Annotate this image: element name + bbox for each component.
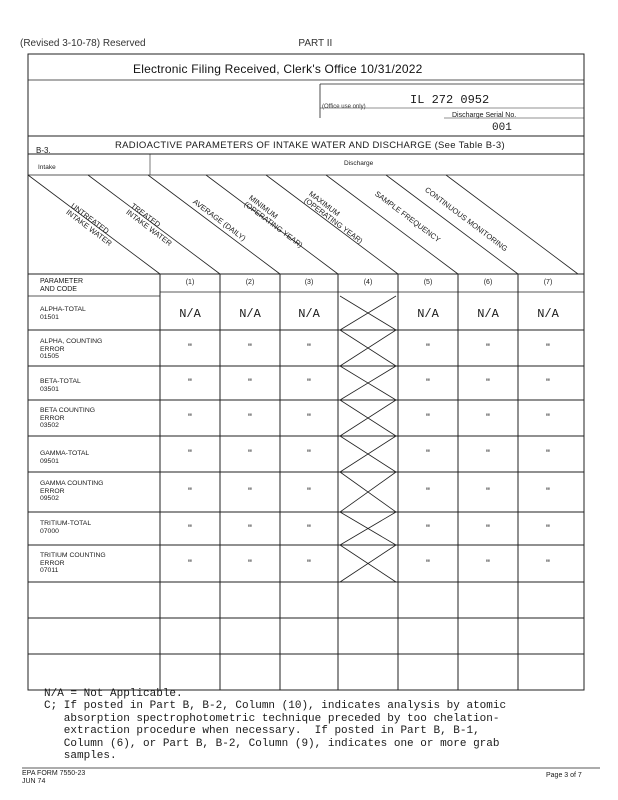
- column-header-continuous-monitoring: CONTINUOUS MONITORING: [423, 185, 510, 254]
- form-revision-text: (Revised 3-10-78) Reserved: [20, 38, 146, 49]
- table-cell: ": [248, 523, 252, 535]
- permit-number: IL 272 0952: [410, 93, 490, 107]
- parameter-label: BETA COUNTING ERROR 03502: [40, 407, 96, 429]
- column-number: (6): [483, 279, 493, 286]
- form-id: EPA FORM 7550-23 JUN 74: [22, 770, 86, 785]
- table-cell: ": [188, 412, 192, 424]
- column-number: (2): [245, 279, 255, 286]
- table-cell: ": [307, 558, 311, 570]
- table-cell: ": [426, 558, 430, 570]
- table-cell: ": [248, 448, 252, 460]
- table-cell: ": [546, 412, 550, 424]
- table-cell: N/A: [298, 307, 320, 321]
- column-number: (5): [423, 279, 433, 286]
- footnotes: [44, 688, 506, 762]
- table-cell: ": [248, 558, 252, 570]
- footnote-line: absorption spectrophotometric technique preceded by too chelation-: [44, 712, 500, 725]
- column-header-untreated-intake: UNTREATED INTAKE WATER: [64, 201, 114, 248]
- table-cell: ": [546, 377, 550, 389]
- table-cell: ": [486, 342, 490, 354]
- parameter-label: GAMMA-TOTAL 09501: [40, 450, 90, 465]
- table-cell: ": [248, 342, 252, 354]
- table-cell: ": [546, 558, 550, 570]
- parameter-label: ALPHA, COUNTING ERROR 01505: [40, 338, 103, 360]
- table-cell: ": [426, 448, 430, 460]
- section-title: RADIOACTIVE PARAMETERS OF INTAKE WATER AND DISCHARGE (See Table B-3): [115, 140, 505, 151]
- form-revision-title: [20, 38, 332, 49]
- parameter-column-header: PARAMETER AND CODE: [40, 278, 84, 293]
- table-cell: N/A: [537, 307, 559, 321]
- table-cell: ": [426, 342, 430, 354]
- table-cell: ": [248, 377, 252, 389]
- electronic-filing-stamp: Electronic Filing Received, Clerk's Office 10/31/2022: [133, 62, 423, 76]
- table-cell: ": [546, 342, 550, 354]
- parameter-label: TRITIUM COUNTING ERROR 07011: [40, 552, 106, 574]
- parameter-label: TRITIUM-TOTAL 07000: [40, 520, 92, 535]
- intake-label: Intake: [38, 164, 56, 171]
- column-header-minimum: MINIMUM (OPERATING YEAR): [242, 193, 305, 250]
- table-cell: ": [307, 412, 311, 424]
- column-number: (4): [363, 279, 373, 286]
- column-number: (1): [185, 279, 195, 286]
- office-use-label: (Office use only): [322, 104, 366, 110]
- footnote-line: C; If posted in Part B, B-2, Column (10), indicates analysis by atomic: [44, 700, 507, 713]
- column-number: (7): [543, 279, 553, 286]
- table-cell: N/A: [239, 307, 261, 321]
- column-header-maximum: MAXIMUM (OPERATING YEAR): [302, 189, 365, 246]
- table-cell: ": [486, 412, 490, 424]
- table-cell: ": [546, 448, 550, 460]
- column-header-sample-frequency: SAMPLE FREQUENCY: [373, 189, 443, 245]
- footnote-line: N/A = Not Applicable.: [44, 688, 183, 700]
- table-cell: N/A: [417, 307, 439, 321]
- parameter-label: BETA-TOTAL 03501: [40, 378, 81, 393]
- table-cell: ": [188, 448, 192, 460]
- table-cell: ": [188, 342, 192, 354]
- table-cell: N/A: [477, 307, 499, 321]
- table-cell: ": [307, 377, 311, 389]
- table-cell: ": [307, 448, 311, 460]
- table-cell: ": [248, 412, 252, 424]
- table-cell: ": [426, 412, 430, 424]
- discharge-serial-label: Discharge Serial No.: [452, 112, 517, 119]
- table-cell: ": [546, 523, 550, 535]
- column-header-treated-intake: TREATED INTAKE WATER: [124, 201, 174, 248]
- table-cell: ": [188, 486, 192, 498]
- table-cell: ": [486, 377, 490, 389]
- table-cell: ": [486, 523, 490, 535]
- column-number: (3): [304, 279, 314, 286]
- table-cell: ": [307, 523, 311, 535]
- discharge-label: Discharge: [344, 160, 374, 167]
- footnote-line: samples.: [44, 750, 117, 763]
- column-header-average: AVERAGE (DAILY): [191, 197, 248, 243]
- table-cell: ": [426, 523, 430, 535]
- table-cell: ": [486, 558, 490, 570]
- table-cell: ": [248, 486, 252, 498]
- part-label: PART II: [298, 38, 333, 49]
- table-cell: ": [546, 486, 550, 498]
- discharge-serial-number: 001: [492, 122, 512, 134]
- table-cell: ": [188, 558, 192, 570]
- parameter-label: GAMMA COUNTING ERROR 09502: [40, 480, 104, 502]
- table-cell: ": [188, 377, 192, 389]
- footnote-line: extraction procedure when necessary. If posted in Part B, B-1,: [44, 725, 480, 738]
- table-cell: ": [426, 486, 430, 498]
- table-cell: ": [307, 486, 311, 498]
- section-id: B-3.: [36, 146, 51, 155]
- table-cell: ": [426, 377, 430, 389]
- footnote-line: Column (6), or Part B, B-2, Column (9), indicates one or more grab: [44, 737, 500, 750]
- page-number: Page 3 of 7: [546, 772, 582, 779]
- table-cell: ": [307, 342, 311, 354]
- table-cell: N/A: [179, 307, 201, 321]
- parameter-label: ALPHA-TOTAL 01501: [40, 306, 86, 321]
- table-cell: ": [486, 448, 490, 460]
- table-cell: ": [188, 523, 192, 535]
- table-cell: ": [486, 486, 490, 498]
